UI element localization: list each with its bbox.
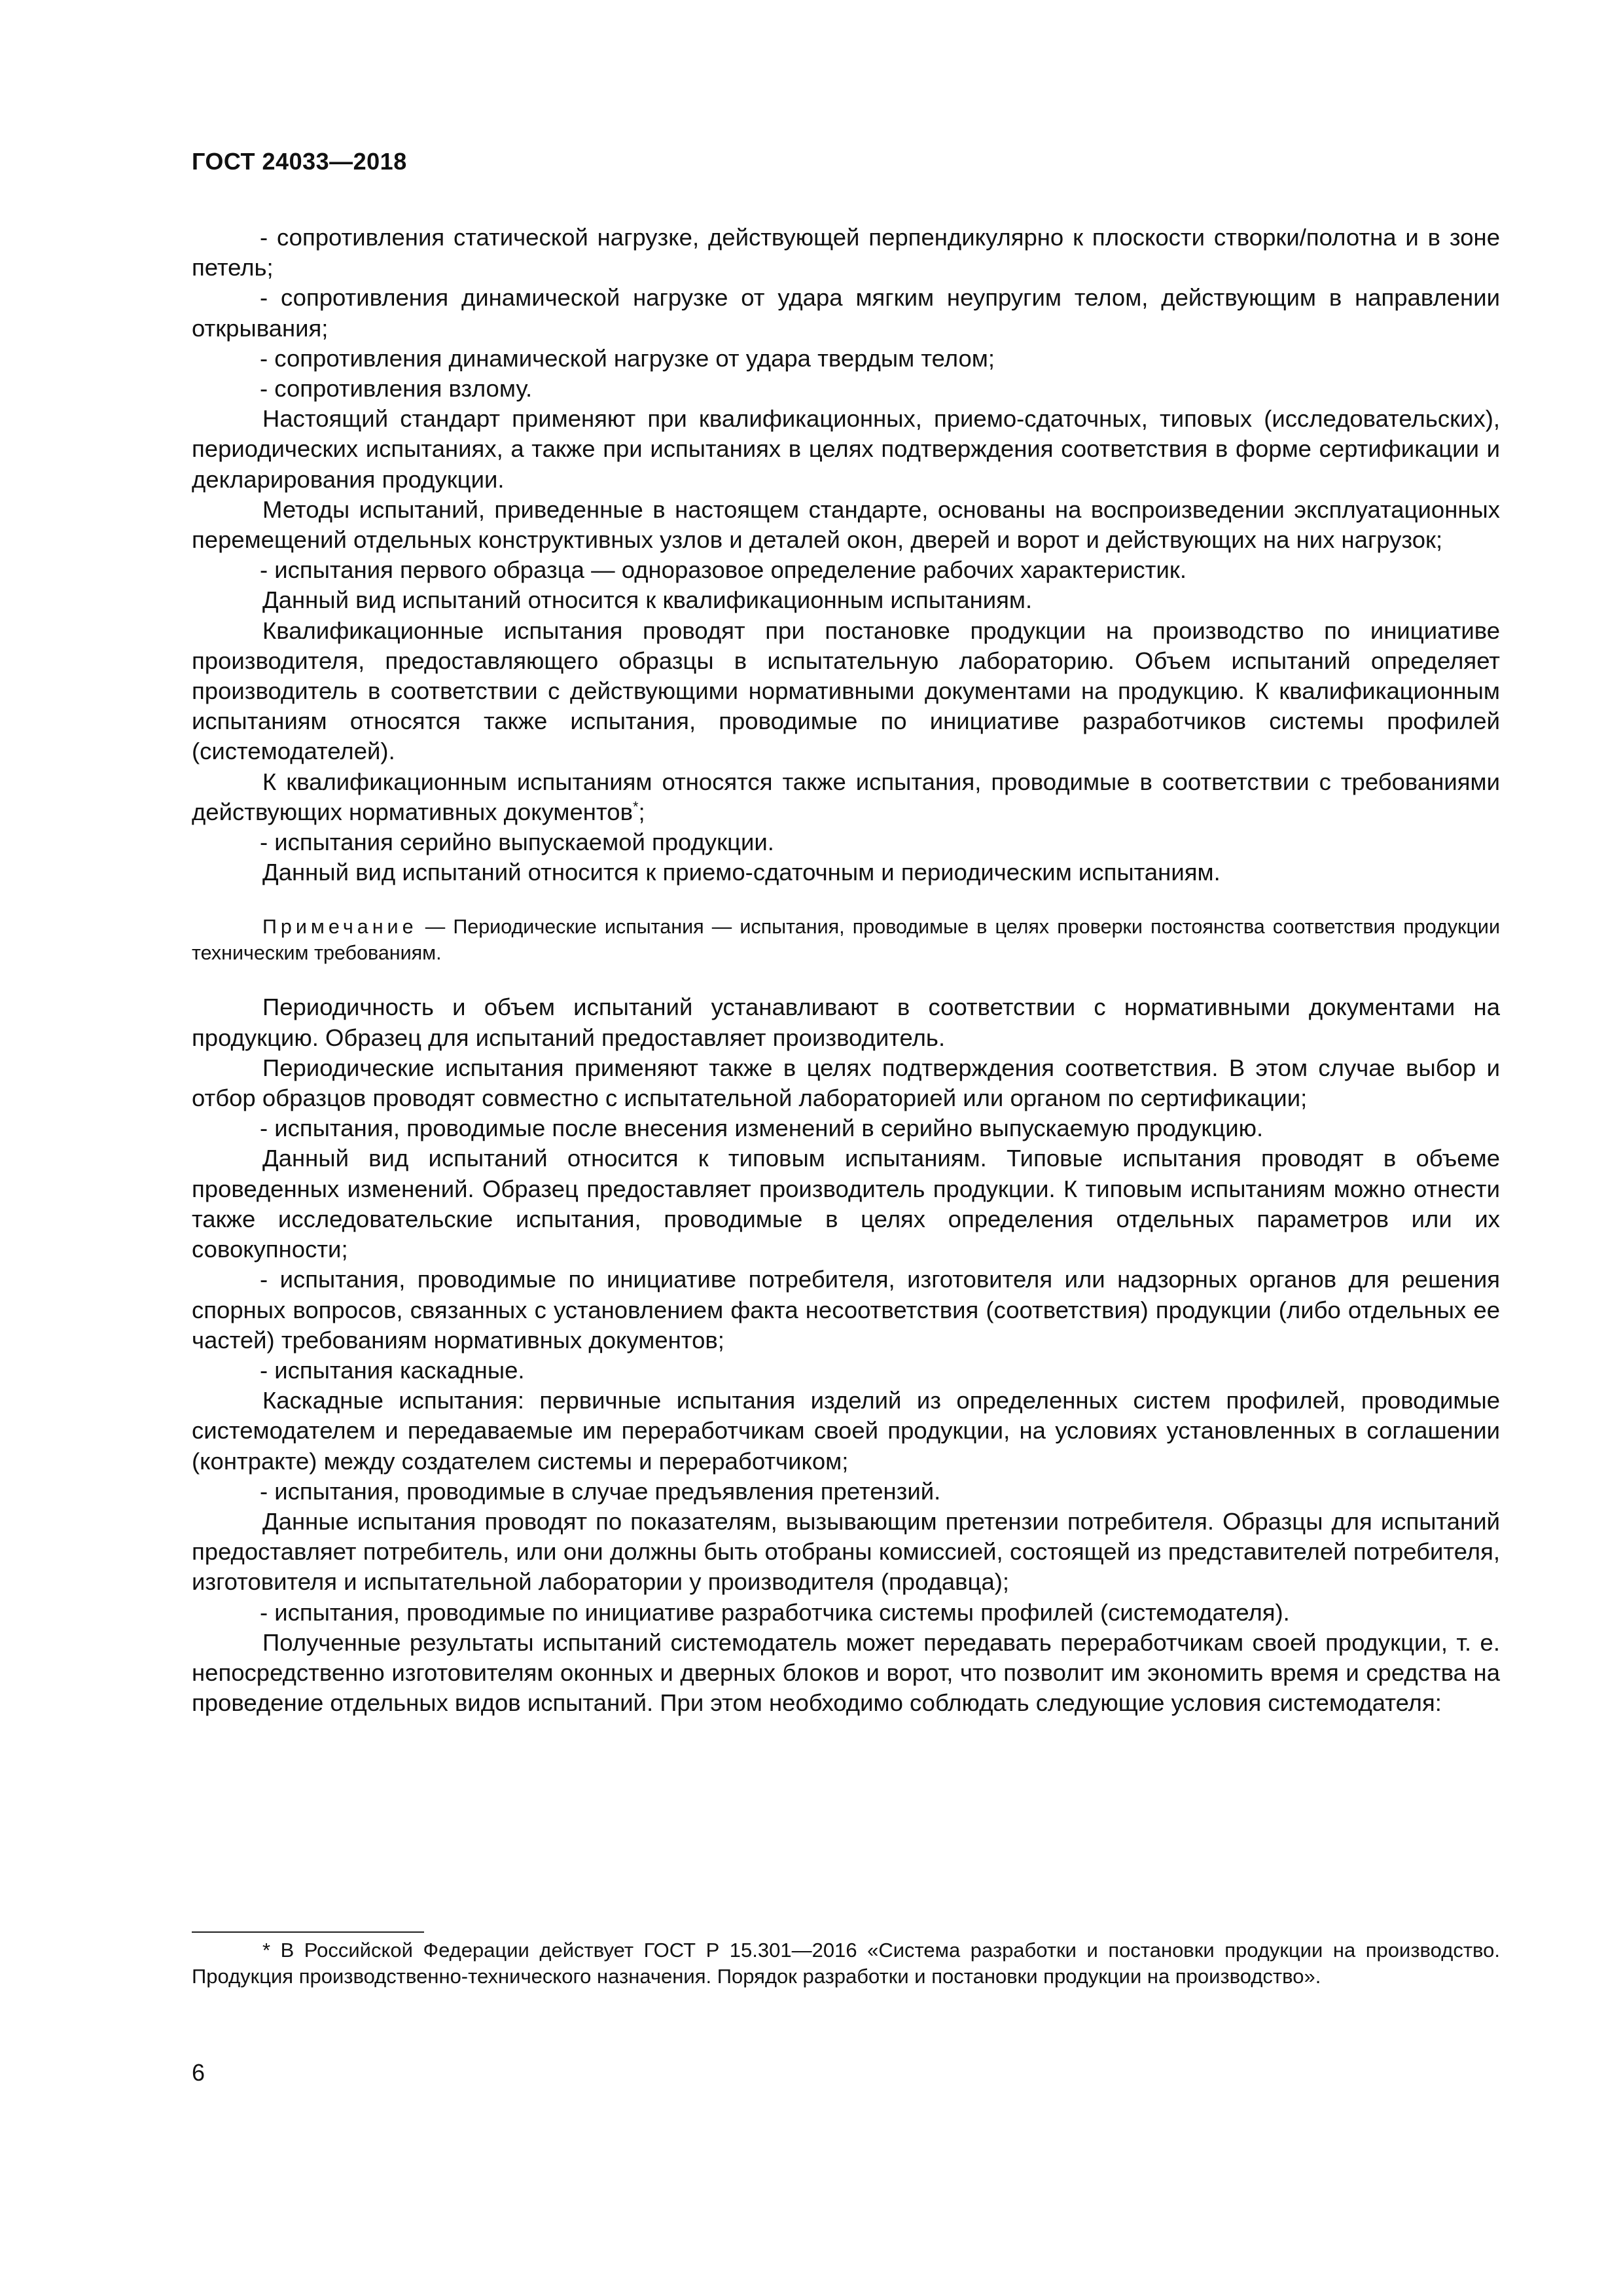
- list-item: - сопротивления статической нагрузке, действующей перпендикулярно к плоскости створки/полотна и в зоне петель;: [192, 224, 1500, 281]
- list-item: - сопротивления динамической нагрузке от удара твердым телом;: [260, 344, 995, 372]
- list-item: - испытания, проводимые после внесения изменений в серийно выпускаемую продукцию.: [260, 1115, 1264, 1142]
- paragraph: Данный вид испытаний относится к приемо-сдаточным и периодическим испытаниям.: [262, 859, 1221, 886]
- paragraph: Данный вид испытаний относится к типовым испытаниям. Типовые испытания проводят в объеме проведенных изменений. Образец предоставляет производитель продукции. К типовым испытаниям можно отнести также исследовательские испытания, проводимые в целях определения отдельных параметров или их совокупности;: [192, 1145, 1500, 1263]
- list-item: - испытания, проводимые в случае предъявления претензий.: [260, 1477, 941, 1505]
- paragraph: Методы испытаний, приведенные в настоящем стандарте, основаны на воспроизведении эксплуатационных перемещений отдельных конструктивных узлов и деталей окон, дверей и ворот и действующих на них нагрузок;: [192, 495, 1500, 554]
- list-item: - испытания, проводимые по инициативе разработчика системы профилей (системодателя).: [260, 1598, 1290, 1626]
- paragraph: Квалификационные испытания проводят при постановке продукции на производство по инициативе производителя, предоставляющего образцы в испытательную лабораторию. Объем испытаний определяет производитель в соответствии с действующими нормативными документами на продукцию. К квалификационным испытаниям относятся также испытания, проводимые по инициативе разработчиков системы профилей (системодателей).: [192, 617, 1500, 765]
- list-item: - испытания, проводимые по инициативе потребителя, изготовителя или надзорных органов для решения спорных вопросов, связанных с установлением факта несоответствия (соответствия) продукции (либо отдельных ее частей) требованиям нормативных документов;: [192, 1266, 1500, 1354]
- footnote-ref: *: [632, 798, 639, 815]
- page-number: 6: [192, 2059, 205, 2086]
- footnote-divider: [192, 1931, 424, 1933]
- paragraph-with-footnote-ref: [192, 767, 1500, 827]
- paragraph-text: К квалификационным испытаниям относятся также испытания, проводимые в соответствии с требованиями действующих нормативных документов: [192, 768, 1500, 825]
- list-item: - испытания первого образца — одноразовое определение рабочих характеристик.: [260, 556, 1186, 584]
- paragraph: Периодические испытания применяют также в целях подтверждения соответствия. В этом случае выбор и отбор образцов проводят совместно с испытательной лабораторией или органом по сертификации;: [192, 1054, 1500, 1112]
- document-header: ГОСТ 24033—2018: [192, 148, 407, 175]
- paragraph: Данный вид испытаний относится к квалификационным испытаниям.: [262, 586, 1033, 614]
- list-item: - испытания каскадные.: [260, 1356, 525, 1384]
- paragraph: Каскадные испытания: первичные испытания изделий из определенных систем профилей, проводимые системодателем и передаваемые им переработчикам своей продукции, на условиях установленных в соглашении (контракте) между создателем системы и переработчиком;: [192, 1387, 1500, 1475]
- paragraph: Полученные результаты испытаний системодатель может передавать переработчикам своей продукции, т. е. непосредственно изготовителям оконных и дверных блоков и ворот, что позволит им экономить время и средства на проведение отдельных видов испытаний. При этом необходимо соблюдать следующие условия системодателя:: [192, 1628, 1500, 1717]
- footnote: * В Российской Федерации действует ГОСТ Р 15.301—2016 «Система разработки и постановки продукции на производство. Продукция производственно-технического назначения. Порядок разработки и постановки продукции на производство».: [192, 1939, 1500, 1988]
- paragraph: Периодичность и объем испытаний устанавливают в соответствии с нормативными документами на продукцию. Образец для испытаний предоставляет производитель.: [192, 994, 1500, 1051]
- list-item: - сопротивления динамической нагрузке от удара мягким неупругим телом, действующим в направлении открывания;: [192, 284, 1500, 342]
- note-label: Примечание: [262, 916, 418, 939]
- paragraph: Данные испытания проводят по показателям, вызывающим претензии потребителя. Образцы для испытаний предоставляет потребитель, или они должны быть отобраны комиссией, состоящей из представителей потребителя, изготовителя и испытательной лаборатории у производителя (продавца);: [192, 1507, 1500, 1596]
- body-text: [192, 223, 1500, 1718]
- note: [192, 914, 1500, 966]
- list-item: - сопротивления взлому.: [260, 375, 533, 403]
- list-item: - испытания серийно выпускаемой продукции.: [260, 829, 774, 856]
- note-text: — Периодические испытания — испытания, проводимые в целях проверки постоянства соответствия продукции техническим требованиям.: [192, 916, 1500, 965]
- paragraph: Настоящий стандарт применяют при квалификационных, приемо-сдаточных, типовых (исследовательских), периодических испытаниях, а также при испытаниях в целях подтверждения соответствия в форме сертификации и декларирования продукции.: [192, 405, 1500, 493]
- paragraph-tail: ;: [638, 798, 645, 825]
